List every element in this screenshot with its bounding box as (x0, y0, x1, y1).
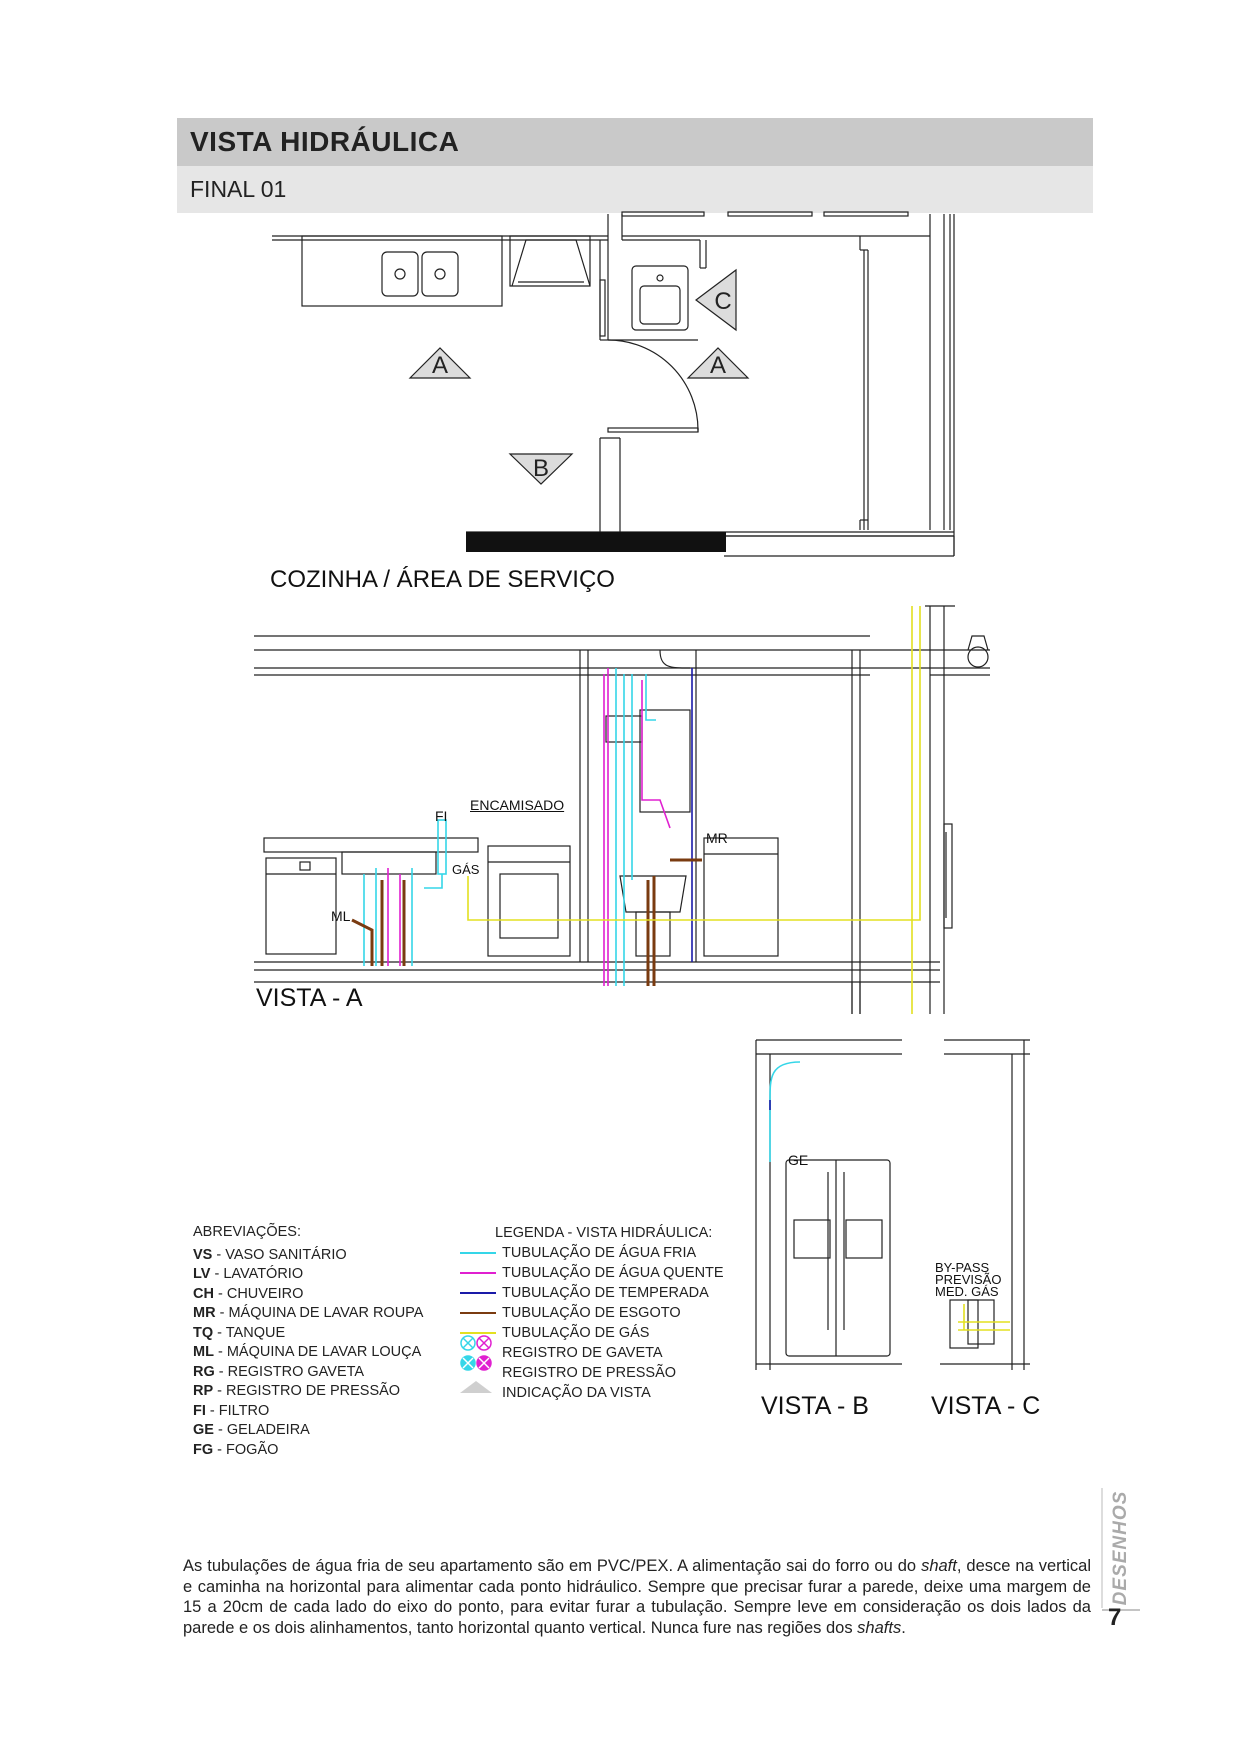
legend-item: TUBULAÇÃO DE TEMPERADA (460, 1283, 724, 1303)
abbrev-item: MR - MÁQUINA DE LAVAR ROUPA (193, 1305, 424, 1321)
page-number: 7 (1108, 1604, 1122, 1631)
abbrev-item: ML - MÁQUINA DE LAVAR LOUÇA (193, 1344, 422, 1360)
label-ge: GE (788, 1152, 809, 1168)
vista-c-drawing (940, 1040, 1030, 1370)
label-gas: GÁS (452, 862, 480, 877)
vista-b-title: VISTA - B (761, 1392, 869, 1420)
section-tab (1108, 1488, 1134, 1608)
legend-title: LEGENDA - VISTA HIDRÁULICA: (495, 1225, 713, 1241)
abbrev-item: TQ - TANQUE (193, 1324, 286, 1341)
section-tab-label: DESENHOS (1110, 1490, 1131, 1606)
label-bypass-line2: PREVISÃO (935, 1272, 1002, 1287)
abbrev-item: RP - REGISTRO DE PRESSÃO (193, 1383, 401, 1399)
floor-plan (272, 212, 954, 556)
abbreviations-title: ABREVIAÇÕES: (193, 1224, 301, 1240)
legend-item: TUBULAÇÃO DE GÁS (460, 1323, 724, 1343)
abbrev-item: GE - GELADEIRA (193, 1422, 310, 1438)
room-label: COZINHA / ÁREA DE SERVIÇO (270, 566, 615, 593)
abbrev-item: FG - FOGÃO (193, 1441, 279, 1458)
vista-b-drawing (756, 1040, 902, 1370)
label-bypass-line3: MED. GÁS (935, 1284, 999, 1299)
legend-item: INDICAÇÃO DA VISTA (502, 1385, 651, 1401)
abbrev-item: LV - LAVATÓRIO (193, 1266, 304, 1282)
legend-item: TUBULAÇÃO DE ESGOTO (460, 1303, 724, 1323)
legend (460, 1223, 724, 1403)
vista-c-title: VISTA - C (931, 1392, 1041, 1420)
vista-c-pipes (958, 1304, 1010, 1330)
label-bypass-line1: BY-PASS (935, 1260, 990, 1275)
marker-b-label: B (532, 455, 550, 482)
legend-item: TUBULAÇÃO DE ÁGUA FRIA (460, 1243, 724, 1263)
legend-swatch (460, 1272, 496, 1274)
marker-a-right-label: A (709, 352, 727, 379)
abbrev-item: VS - VASO SANITÁRIO (193, 1246, 347, 1263)
legend-item: REGISTRO DE GAVETA (502, 1345, 663, 1361)
legend-swatch (460, 1252, 496, 1254)
abbrev-item: FI - FILTRO (193, 1402, 270, 1419)
vista-b-pipes (770, 1062, 800, 1162)
abbrev-item: CH - CHUVEIRO (193, 1285, 304, 1302)
legend-item: TUBULAÇÃO DE ÁGUA QUENTE (460, 1263, 724, 1283)
marker-a-left-label: A (431, 352, 449, 379)
page-subtitle: FINAL 01 (177, 166, 1093, 213)
label-ml: ML (331, 908, 351, 924)
abbrev-item: RG - REGISTRO GAVETA (193, 1363, 365, 1380)
label-bypass (935, 1262, 1001, 1298)
legend-swatch (460, 1332, 496, 1334)
legend-swatch (460, 1312, 496, 1314)
vista-a-title: VISTA - A (256, 984, 363, 1012)
body-paragraph: As tubulações de água fria de seu apartamento são em PVC/PEX. A alimentação sai do forro ou do shaft, desce na vertical e caminha na horizontal para alimentar cada ponto hidráulico. Sempre que precisar furar a parede, deixe uma margem de 15 a 20cm de cada lado do eixo do ponto, para evitar furar a tubulação. Sempre leve em consideração os dois lados da parede e os dois alinhamentos, tanto horizontal quanto vertical. Nunca fure nas regiões dos shafts. (183, 1557, 1091, 1637)
marker-c-label: C (714, 288, 732, 315)
legend-item: REGISTRO DE PRESSÃO (502, 1365, 677, 1381)
label-encamisado: ENCAMISADO (470, 797, 565, 813)
label-fi: FI (435, 808, 448, 824)
label-mr: MR (706, 830, 728, 846)
abbreviations (193, 1223, 423, 1460)
view-markers (410, 270, 748, 484)
page-title: VISTA HIDRÁULICA (177, 118, 1093, 166)
legend-swatch (460, 1292, 496, 1294)
